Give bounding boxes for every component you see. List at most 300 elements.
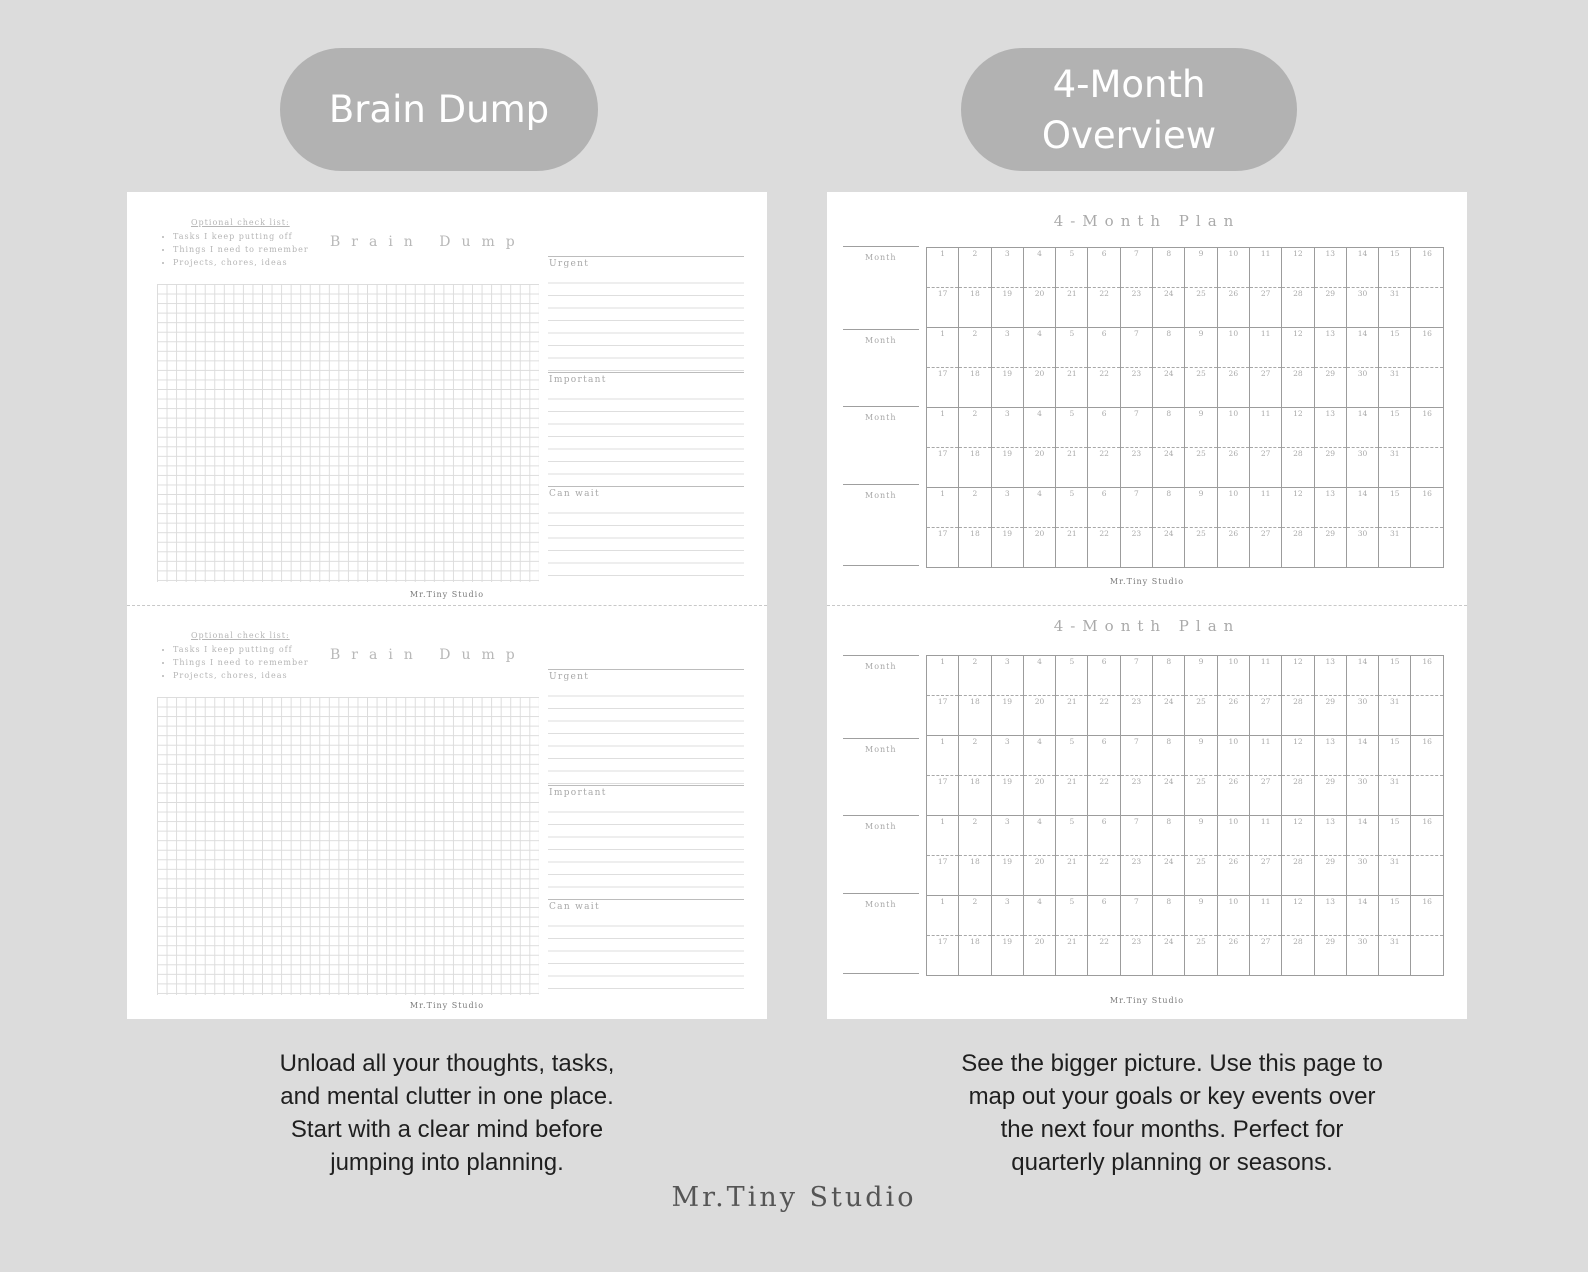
day-cell: 16 [1411,896,1443,936]
day-cell: 31 [1379,288,1411,328]
day-cell: 12 [1282,736,1314,776]
day-cell: 3 [991,896,1023,936]
day-cell: 6 [1088,816,1120,856]
day-cell [1411,448,1443,488]
day-cell: 19 [991,288,1023,328]
day-cell: 28 [1282,936,1314,976]
day-cell [1411,528,1443,568]
month-label [843,329,919,345]
day-cell: 15 [1379,328,1411,368]
day-cell: 20 [1023,936,1055,976]
month-label-text: Month [865,662,897,671]
page-title: 4-Month Plan [1053,617,1241,635]
day-cell: 21 [1056,856,1088,896]
day-cell: 21 [1056,368,1088,408]
day-cell: 18 [959,368,991,408]
day-cell: 9 [1185,328,1217,368]
day-cell: 6 [1088,248,1120,288]
day-cell: 8 [1153,816,1185,856]
section-can-wait [548,899,744,996]
month-label [843,655,919,671]
day-cell: 1 [927,408,959,448]
day-cell: 13 [1314,656,1346,696]
section-important [548,372,744,483]
day-cell: 11 [1249,328,1281,368]
day-cell: 12 [1282,408,1314,448]
day-cell: 27 [1249,936,1281,976]
brain-dump-page [127,192,767,605]
day-cell: 23 [1120,288,1152,328]
description-line: map out your goals or key events over [968,1083,1376,1110]
day-cell: 29 [1314,856,1346,896]
pill-title-line-2: Overview [1041,113,1217,157]
day-cell: 28 [1282,288,1314,328]
month-label [843,484,919,500]
day-cell: 19 [991,368,1023,408]
day-cell: 16 [1411,816,1443,856]
day-cell: 25 [1185,288,1217,328]
day-cell: 31 [1379,936,1411,976]
day-cell: 7 [1120,328,1152,368]
day-cell: 6 [1088,328,1120,368]
day-cell: 31 [1379,776,1411,816]
month-label-text: Month [865,745,897,754]
day-cell: 17 [927,528,959,568]
day-cell: 22 [1088,696,1120,736]
calendar-week-row [927,936,1444,976]
day-cell: 30 [1346,448,1378,488]
page-title: Brain Dump [330,234,526,250]
day-cell: 7 [1120,896,1152,936]
day-cell: 9 [1185,248,1217,288]
day-cell: 15 [1379,408,1411,448]
day-cell: 11 [1249,408,1281,448]
month-label [843,246,919,262]
day-cell: 5 [1056,656,1088,696]
calendar-week-row [927,736,1444,776]
day-cell: 23 [1120,448,1152,488]
dot-grid-area [157,284,539,582]
day-cell: 4 [1023,736,1055,776]
day-cell: 20 [1023,288,1055,328]
day-cell: 12 [1282,328,1314,368]
day-cell: 5 [1056,816,1088,856]
day-cell: 5 [1056,328,1088,368]
description-line: jumping into planning. [330,1149,564,1176]
description-line: quarterly planning or seasons. [1011,1149,1333,1176]
day-cell: 31 [1379,696,1411,736]
day-cell [1411,696,1443,736]
day-cell: 28 [1282,856,1314,896]
ruled-lines [548,914,744,996]
day-cell: 22 [1088,936,1120,976]
day-cell: 14 [1346,248,1378,288]
day-cell: 24 [1153,776,1185,816]
day-cell: 2 [959,248,991,288]
day-cell: 6 [1088,488,1120,528]
day-cell: 21 [1056,288,1088,328]
day-cell: 20 [1023,776,1055,816]
day-cell: 22 [1088,776,1120,816]
day-cell: 1 [927,816,959,856]
day-cell: 24 [1153,856,1185,896]
day-cell: 10 [1217,248,1249,288]
day-cell: 26 [1217,776,1249,816]
day-cell: 8 [1153,656,1185,696]
day-cell: 18 [959,856,991,896]
day-cell: 19 [991,448,1023,488]
section-urgent [548,256,744,371]
month-label [843,815,919,831]
day-cell: 13 [1314,328,1346,368]
section-label: Urgent [549,259,590,269]
day-cell: 13 [1314,488,1346,528]
day-cell: 25 [1185,448,1217,488]
day-cell: 11 [1249,896,1281,936]
day-cell: 29 [1314,528,1346,568]
day-cell: 2 [959,896,991,936]
day-cell: 9 [1185,896,1217,936]
checklist [161,643,309,682]
day-cell: 27 [1249,776,1281,816]
section-can-wait [548,486,744,583]
calendar-week-row [927,288,1444,328]
day-cell: 21 [1056,696,1088,736]
day-cell: 18 [959,288,991,328]
day-cell: 28 [1282,528,1314,568]
day-cell: 25 [1185,696,1217,736]
day-cell: 3 [991,656,1023,696]
page-footer: Mr.Tiny Studio [409,1001,485,1010]
day-cell: 10 [1217,736,1249,776]
day-cell: 28 [1282,368,1314,408]
day-cell: 28 [1282,776,1314,816]
day-cell: 27 [1249,368,1281,408]
section-label: Can wait [549,489,600,499]
day-cell: 18 [959,696,991,736]
calendar-week-row [927,448,1444,488]
checklist-item: • Things I need to remember [173,243,309,256]
day-cell [1411,288,1443,328]
day-cell: 10 [1217,656,1249,696]
four-month-page [827,605,1467,1018]
day-cell: 17 [927,696,959,736]
day-cell: 10 [1217,408,1249,448]
day-cell: 11 [1249,736,1281,776]
day-cell: 2 [959,408,991,448]
day-cell: 20 [1023,368,1055,408]
day-cell: 20 [1023,696,1055,736]
month-label-text: Month [865,413,897,422]
day-cell: 8 [1153,328,1185,368]
day-cell: 20 [1023,528,1055,568]
day-cell: 14 [1346,656,1378,696]
day-cell: 21 [1056,776,1088,816]
day-cell: 22 [1088,856,1120,896]
day-cell: 3 [991,248,1023,288]
day-cell: 8 [1153,248,1185,288]
day-cell: 6 [1088,408,1120,448]
day-cell: 12 [1282,896,1314,936]
day-cell: 28 [1282,696,1314,736]
four-month-pill [961,48,1297,171]
day-cell [1411,368,1443,408]
day-cell: 31 [1379,528,1411,568]
day-cell: 14 [1346,736,1378,776]
day-cell: 16 [1411,248,1443,288]
day-cell: 6 [1088,736,1120,776]
day-cell: 1 [927,736,959,776]
day-cell: 3 [991,328,1023,368]
day-cell: 23 [1120,528,1152,568]
day-cell: 24 [1153,936,1185,976]
month-label [843,738,919,754]
day-cell: 27 [1249,448,1281,488]
day-cell: 21 [1056,528,1088,568]
four-month-description [852,1047,1492,1179]
day-cell: 23 [1120,696,1152,736]
day-cell: 7 [1120,736,1152,776]
day-cell: 20 [1023,448,1055,488]
day-cell: 29 [1314,448,1346,488]
calendar-week-row [927,776,1444,816]
ruled-lines [548,387,744,483]
checklist-item: • Tasks I keep putting off [173,643,309,656]
day-cell: 3 [991,488,1023,528]
day-cell: 26 [1217,368,1249,408]
day-cell: 29 [1314,936,1346,976]
day-cell: 18 [959,448,991,488]
month-label-text: Month [865,491,897,500]
day-cell: 1 [927,488,959,528]
day-cell: 1 [927,896,959,936]
month-label-text: Month [865,822,897,831]
day-cell: 2 [959,736,991,776]
day-cell: 7 [1120,816,1152,856]
day-cell: 14 [1346,816,1378,856]
day-cell: 9 [1185,408,1217,448]
day-cell: 2 [959,816,991,856]
day-cell: 10 [1217,488,1249,528]
page-title: Brain Dump [330,647,526,663]
day-cell: 19 [991,776,1023,816]
section-label: Important [549,788,607,798]
day-cell: 30 [1346,776,1378,816]
day-cell: 15 [1379,816,1411,856]
day-cell: 11 [1249,816,1281,856]
day-cell: 16 [1411,408,1443,448]
day-cell: 7 [1120,408,1152,448]
day-cell: 15 [1379,736,1411,776]
day-cell: 10 [1217,896,1249,936]
ruled-lines [548,684,744,784]
day-cell: 4 [1023,656,1055,696]
day-cell: 17 [927,448,959,488]
day-cell: 27 [1249,288,1281,328]
day-cell: 22 [1088,528,1120,568]
day-cell: 9 [1185,816,1217,856]
calendar-week-row [927,528,1444,568]
calendar-week-row [927,896,1444,936]
day-cell: 11 [1249,656,1281,696]
day-cell: 29 [1314,776,1346,816]
day-cell: 18 [959,528,991,568]
day-cell: 16 [1411,736,1443,776]
day-cell: 12 [1282,816,1314,856]
day-cell: 31 [1379,856,1411,896]
day-cell: 25 [1185,528,1217,568]
brain-dump-description [127,1047,767,1179]
day-cell: 12 [1282,248,1314,288]
day-cell: 7 [1120,488,1152,528]
day-cell: 16 [1411,488,1443,528]
day-cell: 21 [1056,936,1088,976]
day-cell: 16 [1411,328,1443,368]
day-cell: 10 [1217,816,1249,856]
day-cell: 12 [1282,488,1314,528]
day-cell: 17 [927,936,959,976]
day-cell: 25 [1185,936,1217,976]
day-cell: 3 [991,408,1023,448]
day-cell: 1 [927,656,959,696]
ruled-lines [548,501,744,583]
description-line: and mental clutter in one place. [280,1083,614,1110]
description-line: Unload all your thoughts, tasks, [279,1050,615,1077]
day-cell: 26 [1217,856,1249,896]
day-cell: 5 [1056,488,1088,528]
day-cell: 1 [927,328,959,368]
day-cell: 26 [1217,448,1249,488]
day-cell: 13 [1314,896,1346,936]
checklist-item: • Projects, chores, ideas [173,669,309,682]
day-cell: 24 [1153,528,1185,568]
day-cell: 11 [1249,248,1281,288]
day-cell: 17 [927,368,959,408]
calendar-week-row [927,656,1444,696]
day-cell: 9 [1185,488,1217,528]
day-cell: 23 [1120,776,1152,816]
day-cell: 18 [959,936,991,976]
day-cell: 13 [1314,408,1346,448]
day-cell: 15 [1379,896,1411,936]
day-cell: 13 [1314,248,1346,288]
ruled-lines [548,800,744,896]
day-cell: 30 [1346,856,1378,896]
calendar-grid [926,247,1444,568]
day-cell: 4 [1023,328,1055,368]
day-cell: 12 [1282,656,1314,696]
pill-title: Brain Dump [328,88,550,131]
day-cell: 11 [1249,488,1281,528]
day-cell: 27 [1249,856,1281,896]
day-cell: 4 [1023,896,1055,936]
day-cell: 15 [1379,656,1411,696]
page-footer: Mr.Tiny Studio [409,590,485,599]
calendar-week-row [927,488,1444,528]
day-cell: 9 [1185,736,1217,776]
checklist-item: • Things I need to remember [173,656,309,669]
day-cell: 4 [1023,488,1055,528]
day-cell: 14 [1346,408,1378,448]
description-line: See the bigger picture. Use this page to [961,1050,1383,1077]
brain-dump-pill [280,48,598,171]
day-cell: 26 [1217,936,1249,976]
day-cell: 8 [1153,896,1185,936]
day-cell: 29 [1314,288,1346,328]
checklist-title: Optional check list: [191,218,290,227]
day-cell: 19 [991,696,1023,736]
day-cell: 5 [1056,736,1088,776]
day-cell: 2 [959,656,991,696]
day-cell [1411,856,1443,896]
day-cell: 6 [1088,896,1120,936]
checklist-item: • Tasks I keep putting off [173,230,309,243]
day-cell: 13 [1314,816,1346,856]
month-label [843,406,919,422]
checklist-title: Optional check list: [191,631,290,640]
month-label-text: Month [865,900,897,909]
page-footer: Mr.Tiny Studio [1109,996,1185,1005]
day-cell: 28 [1282,448,1314,488]
month-column-end [843,973,919,974]
day-cell: 8 [1153,408,1185,448]
day-cell: 1 [927,248,959,288]
day-cell: 4 [1023,248,1055,288]
day-cell: 4 [1023,816,1055,856]
day-cell: 14 [1346,328,1378,368]
day-cell: 15 [1379,248,1411,288]
day-cell: 24 [1153,368,1185,408]
day-cell: 30 [1346,528,1378,568]
calendar-week-row [927,328,1444,368]
day-cell: 30 [1346,936,1378,976]
calendar-week-row [927,856,1444,896]
day-cell [1411,776,1443,816]
day-cell: 24 [1153,288,1185,328]
day-cell: 25 [1185,368,1217,408]
brain-dump-page [127,605,767,1018]
four-month-sheet [827,192,1467,1019]
day-cell: 2 [959,488,991,528]
day-cell: 16 [1411,656,1443,696]
day-cell: 2 [959,328,991,368]
day-cell: 19 [991,528,1023,568]
day-cell: 22 [1088,288,1120,328]
day-cell: 26 [1217,528,1249,568]
brand-name: Mr.Tiny Studio [671,1182,917,1213]
day-cell: 30 [1346,696,1378,736]
day-cell: 26 [1217,696,1249,736]
day-cell: 8 [1153,736,1185,776]
day-cell: 6 [1088,656,1120,696]
day-cell: 5 [1056,248,1088,288]
calendar-week-row [927,816,1444,856]
day-cell: 23 [1120,368,1152,408]
day-cell: 14 [1346,896,1378,936]
day-cell: 29 [1314,696,1346,736]
day-cell: 15 [1379,488,1411,528]
day-cell: 17 [927,288,959,328]
month-label [843,893,919,909]
day-cell: 18 [959,776,991,816]
day-cell: 25 [1185,776,1217,816]
day-cell: 25 [1185,856,1217,896]
section-label: Important [549,375,607,385]
day-cell: 27 [1249,696,1281,736]
month-column-end [843,565,919,566]
section-label: Urgent [549,672,590,682]
day-cell: 30 [1346,368,1378,408]
